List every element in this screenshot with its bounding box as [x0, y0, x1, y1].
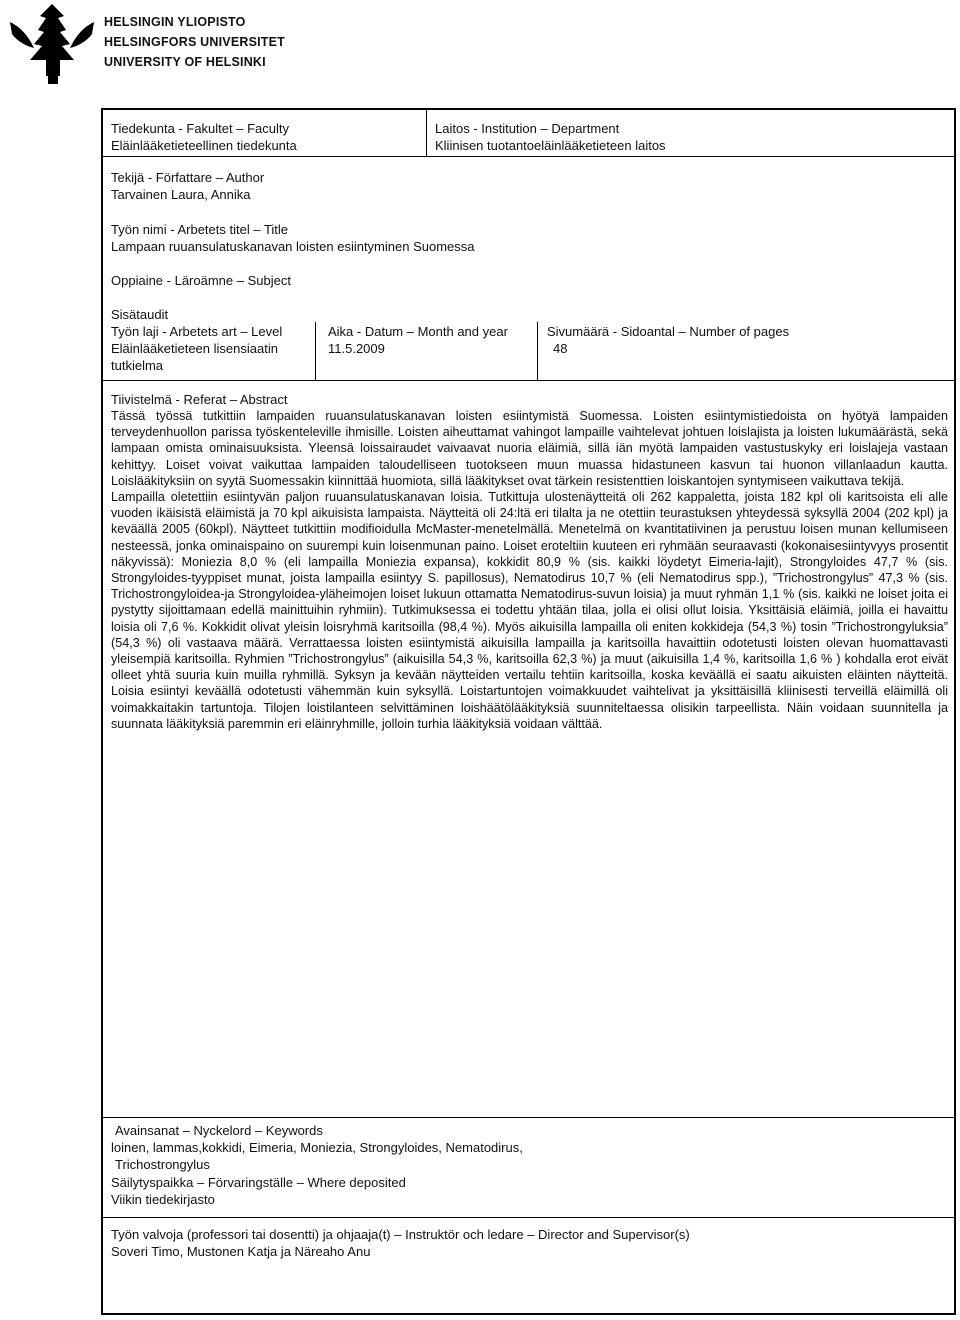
subject-label: Oppiaine - Läroämne – Subject: [111, 273, 291, 288]
keywords-line2: Trichostrongylus: [115, 1157, 210, 1172]
date-label: Aika - Datum – Month and year: [328, 324, 508, 339]
keywords-field: [111, 1122, 931, 1173]
divider: [103, 1117, 954, 1118]
level-field: [111, 323, 316, 374]
faculty-label: Tiedekunta - Fakultet – Faculty: [111, 121, 289, 136]
deposited-value: Viikin tiedekirjasto: [111, 1192, 215, 1207]
keywords-label: Avainsanat – Nyckelord – Keywords: [115, 1123, 323, 1138]
author-field: [111, 169, 931, 203]
level-value-line1: Eläinlääketieteen lisensiaatin: [111, 341, 278, 356]
divider: [103, 156, 954, 157]
university-name-sv: HELSINGFORS UNIVERSITET: [104, 35, 286, 49]
faculty-value: Eläinlääketieteellinen tiedekunta: [111, 138, 297, 153]
divider: [426, 110, 427, 156]
pages-field: [547, 323, 847, 357]
abstract-form: [101, 108, 956, 1315]
deposited-field: [111, 1174, 931, 1208]
keywords-line1: loinen, lammas,kokkidi, Eimeria, Moniezia, Strongyloides, Nematodirus,: [111, 1140, 523, 1155]
level-value-line2: tutkielma: [111, 358, 164, 373]
title-value: Lampaan ruuansulatuskanavan loisten esiintyminen Suomessa: [111, 239, 475, 254]
supervisor-label: Työn valvoja (professori tai dosentti) ja ohjaaja(t) – Instruktör och ledare – Director and Supervisor(s): [111, 1227, 690, 1242]
university-name: [104, 12, 285, 72]
supervisor-field: [111, 1226, 941, 1260]
abstract-paragraph: Lampailla oletettiin esiintyvän paljon ruuansulatuskanavan loisia. Tutkittuja ulostenäytteitä oli 262 kappaletta, joista 182 kpl oli karitsoista eli alle vuoden ikäisistä eläimistä ja 70 kpl aikuisista lampaista. Näytteitä oli 24:ltä eri tilalta ja ne otettiin teurastuksen yhteydessä syksyllä 2004 (202 kpl) ja keväällä 2005 (60kpl). Näytteet tutkittiin modifioidulla McMaster-menetelmällä. Menetelmä on kvantitatiivinen ja perustuu loisen munan kellumiseen nesteessä, jonka ominaispaino on suurempi kuin loisenmunan paino. Loiset eroteltiin kuuteen eri ryhmään seuraavasti (kokonaisesiintyvyys prosentit näkyvissä): Moniezia 8,0 % (eli lampailla Moniezia expansa), kokkidit 80,9 % (sis. kaikki löydetyt Eimeria-lajit), Strongyloides 47,7 % (sis. Strongyloides-tyyppiset munat, joista lampailla esiintyy S. papillosus), Nematodirus 10,7 % (eli Nematodirus spp.), ”Trichostrongylus” 47,3 % (sis. Trichostrongyloidea-ja Strongyloidea-yläheimojen loiset lukuun ottamatta Nematodirus-suvun loisia) ja muut ryhmän 1,1 % (sis. kaikki ne loiset joita ei pystytty sijoittamaan edellä mainittuihin ryhmiin). Tutkimuksessa ei todettu yhtään tilaa, jolla ei olisi ollut loisia. Yksittäisiä eläimiä, joilla ei havaittu loisia oli 7,6 %. Kokkidit olivat yleisin loisryhmä karitsoilla (98,4 %). Myös aikuisilla lampailla oli eniten kokkideja (54,3 %) tosin ”Trichostrongyluksia” (54,3 %) oli vastaava määrä. Verrattaessa loisten esiintymistä aikuisilla lampailla ja karitsoilla havaittiin odotetusti loisten olevan huomattavasti yleisempiä karitsoilla. Ryhmien ”Trichostrongylus” (aikuisilla 54,3 %, karitsoilla 62,3 %) ja muut (aikuisilla 1,4 %, karitsoilla 1,6 % ) kohdalla erot eivät olleet yhtä suuria kuin muilla ryhmillä. Syksyn ja kevään näytteiden vertailu tehtiin karitsoilla, koska keväällä ei saatu aikuisten eläinten näytteitä. Loisia esiintyi keväällä odotetusti vähemmän kuin syksyllä. Loistartuntojen voimakkuudet vaihtelivat ja yksittäisillä kliinisesti terveillä eläimillä oli voimakkaitakin tartuntoja. Tilojen loistilanteen selvittäminen loishäätölääkityksiä suunniteltaessa olisikin tarpeellista. Näin voidaan suunnitella ja suunnata lääkityksiä paremmin eri eläinryhmille, jolloin turhia lääkityksiä voidaan välttää.: [111, 490, 948, 731]
divider: [103, 1217, 954, 1218]
title-label: Työn nimi - Arbetets titel – Title: [111, 222, 289, 237]
author-value: Tarvainen Laura, Annika: [111, 187, 251, 202]
subject-field: [111, 272, 931, 289]
faculty-field: [111, 120, 421, 154]
deposited-label: Säilytyspaikka – Förvaringställe – Where deposited: [111, 1175, 406, 1190]
university-seal-icon: [4, 2, 100, 86]
supervisor-value: Soveri Timo, Mustonen Katja ja Näreaho Anu: [111, 1244, 371, 1259]
divider: [537, 322, 538, 380]
title-field: [111, 221, 931, 255]
abstract-paragraph: Tässä työssä tutkittiin lampaiden ruuansulatuskanavan loisten esiintymistä Suomessa. Loisten esiintymistiedoista on hyötyä lampaiden terveydenhuollon parissa työskenteleville ihmisille. Loisten aiheuttamat vahingot lampaille vaihtelevat johtuen loislajista ja loisten lukumäärästä, sekä lampaan omista ominaisuuksista. Yleensä loissairaudet vaivaavat nuoria eläimiä, sillä iän myötä lampaiden vastustuskyky eri loislajeja vastaan kehittyy. Loiset voivat vaikuttaa lampaiden taloudelliseen tuotokseen muun muassa hidastuneen kasvun tai huonon villanlaadun kautta. Loislääkityksiin on syytä Suomessakin kiinnittää huomiota, sillä lääkitykset ovat tärkein resistenttien loiskantojen syntymiseen vaikuttava tekijä.: [111, 409, 948, 488]
level-label: Työn laji - Arbetets art – Level: [111, 324, 283, 339]
pages-value: 48: [553, 341, 568, 356]
author-label: Tekijä - Författare – Author: [111, 170, 265, 185]
university-name-en: UNIVERSITY OF HELSINKI: [104, 55, 266, 69]
date-field: [328, 323, 538, 357]
abstract-body: [111, 408, 948, 732]
department-field: [435, 120, 935, 154]
abstract-label: Tiivistelmä - Referat – Abstract: [111, 392, 288, 407]
divider: [315, 322, 316, 380]
department-label: Laitos - Institution – Department: [435, 121, 620, 136]
divider: [103, 380, 954, 381]
contents-label: Sisätaudit: [111, 307, 169, 322]
date-value: 11.5.2009: [328, 341, 385, 356]
pages-label: Sivumäärä - Sidoantal – Number of pages: [547, 324, 790, 339]
university-name-fi: HELSINGIN YLIOPISTO: [104, 15, 246, 29]
department-value: Kliinisen tuotantoeläinlääketieteen laitos: [435, 138, 666, 153]
